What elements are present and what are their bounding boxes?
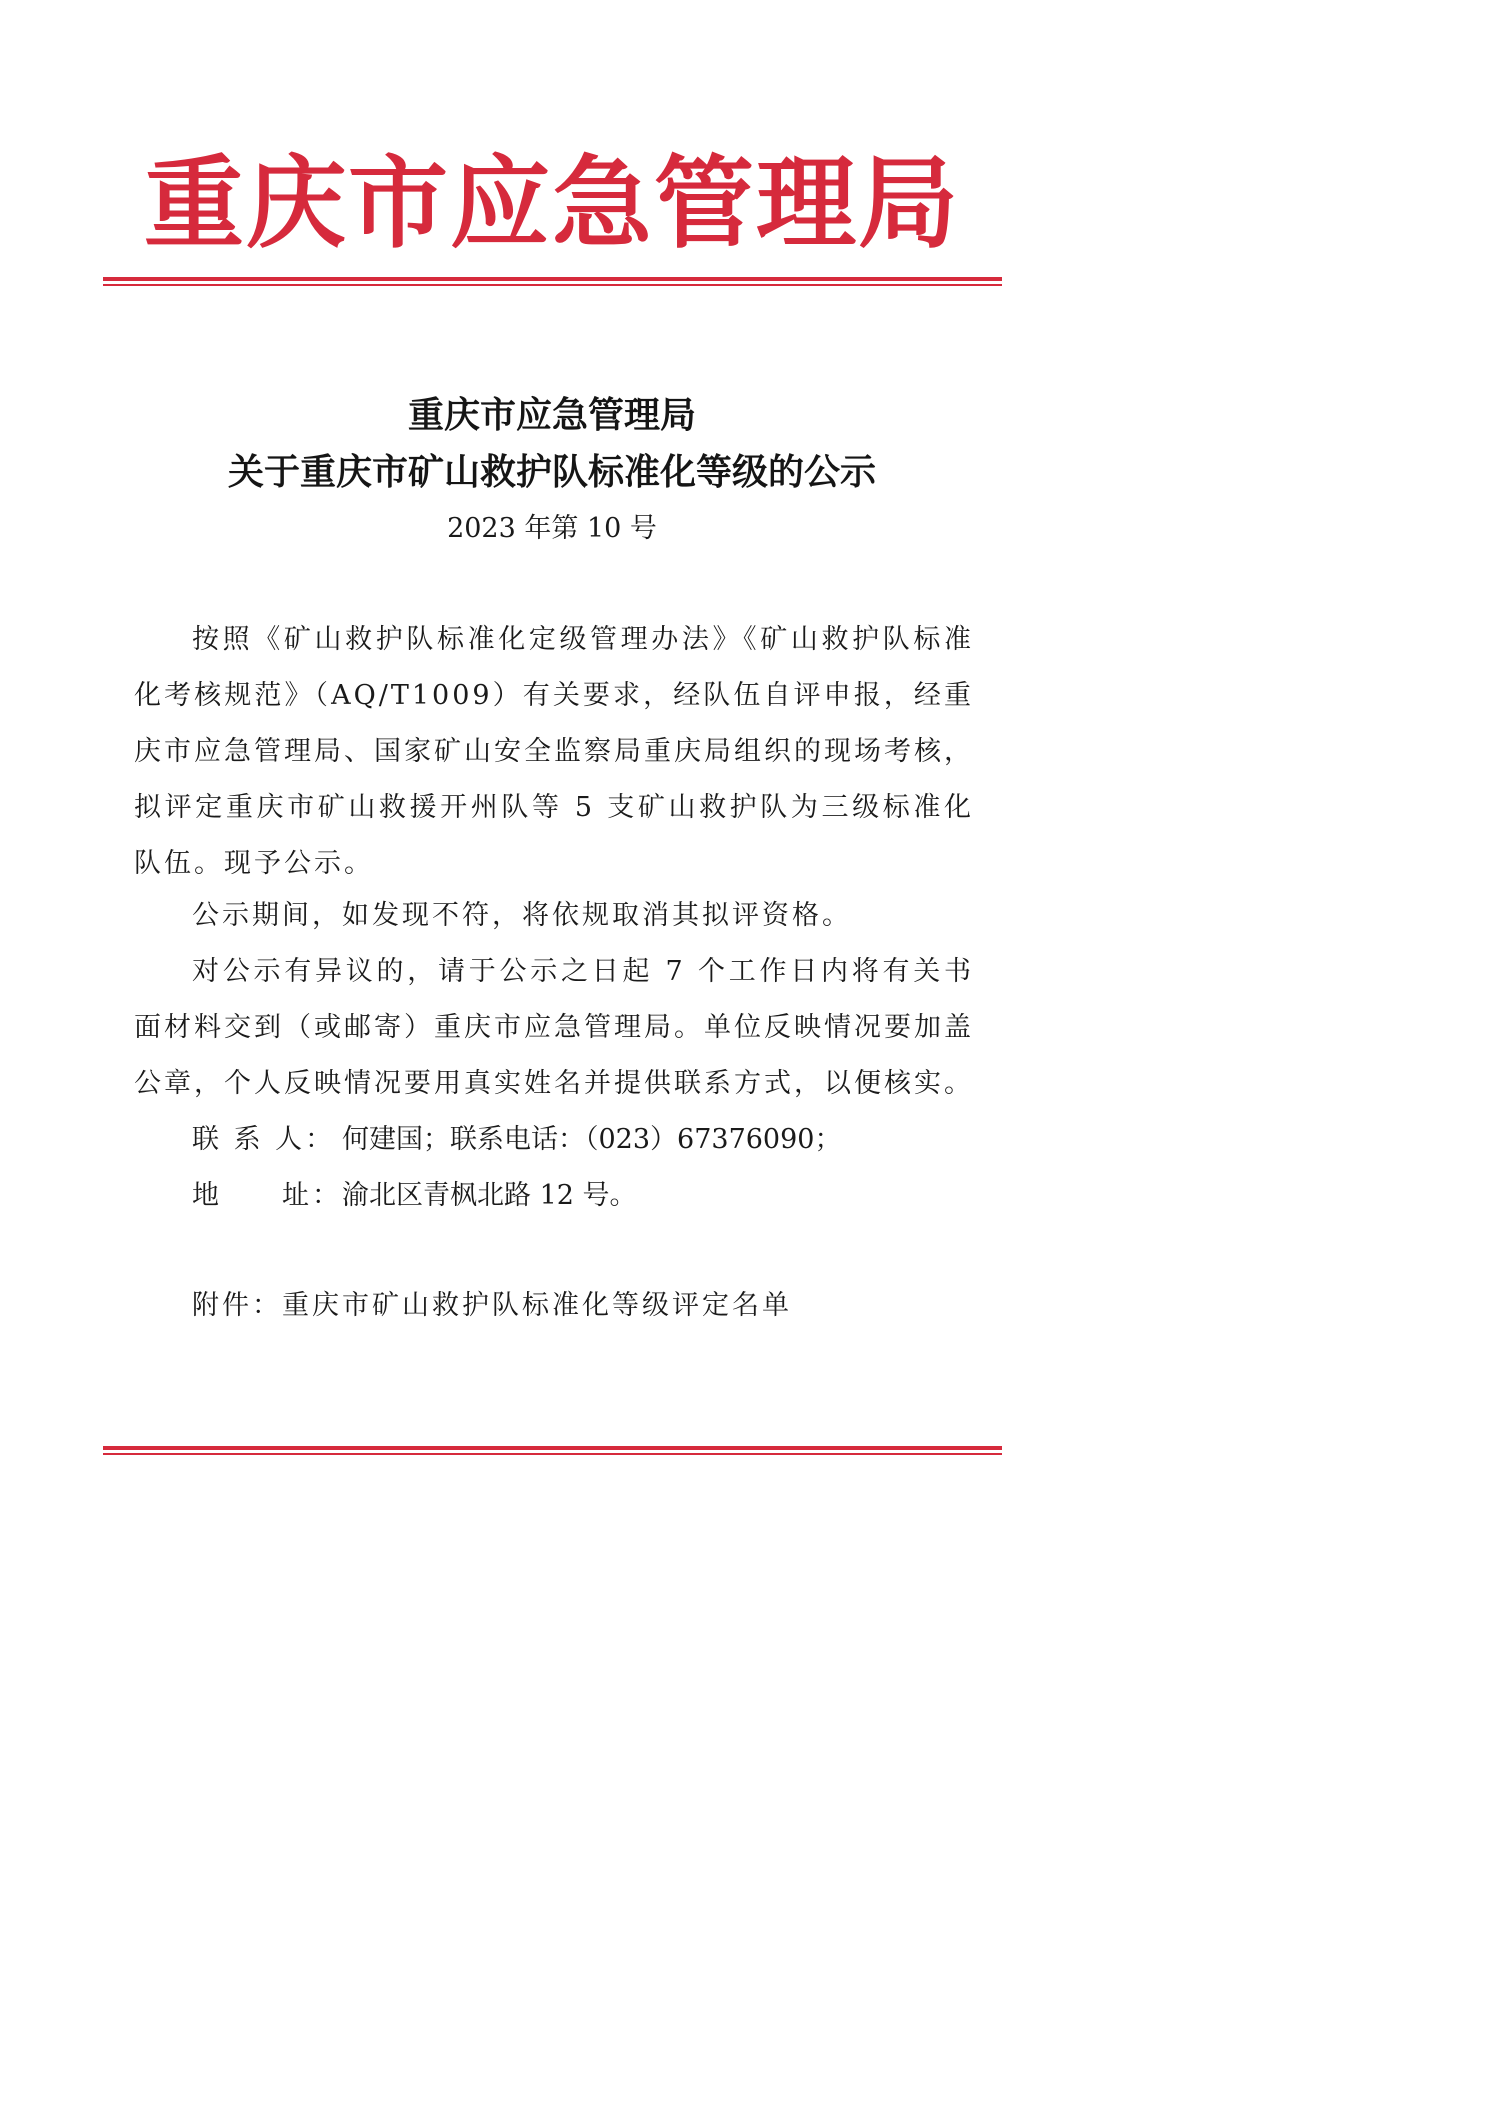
attachment-line: 附件：重庆市矿山救护队标准化等级评定名单 (192, 1290, 792, 1321)
body-paragraph: 公示期间，如发现不符，将依规取消其拟评资格。 (192, 900, 852, 931)
masthead-divider-thick (103, 277, 1002, 281)
footer-divider-thin (103, 1453, 1002, 1455)
body-paragraph: 对公示有异议的，请于公示之日起 7 个工作日内将有关书面材料交到（或邮寄）重庆市应急管理局。单位反映情况要加盖公章，个人反映情况要用真实姓名并提供联系方式，以便核实。 (134, 956, 974, 1099)
footer-divider (103, 1446, 1002, 1456)
notice-title-line2: 关于重庆市矿山救护队标准化等级的公示 (227, 452, 876, 493)
masthead-divider (103, 277, 1002, 287)
document-number: 2023 年第 10 号 (447, 513, 657, 544)
notice-title-line1: 重庆市应急管理局 (407, 395, 696, 436)
body-paragraph: 按照《矿山救护队标准化定级管理办法》《矿山救护队标准化考核规范》（AQ/T1009）有关要求，经队伍自评申报，经重庆市应急管理局、国家矿山安全监察局重庆局组织的现场考核，拟评定重庆市矿山救援开州队等 5 支矿山救护队为三级标准化队伍。现予公示。 (134, 624, 974, 879)
contact-person-value: 何建国；联系电话：（023）67376090； (342, 1124, 842, 1155)
contact-address-value: 渝北区青枫北路 12 号。 (342, 1180, 637, 1211)
footer-divider-thick (103, 1446, 1002, 1450)
masthead-divider-thin (103, 284, 1002, 286)
contact-address-label: 地 址： (192, 1180, 342, 1211)
contact-person-line (192, 1112, 992, 1168)
contact-address-line (192, 1168, 992, 1224)
masthead-agency-name: 重庆市应急管理局 (144, 144, 960, 262)
contact-person-label: 联 系 人： (192, 1124, 336, 1155)
